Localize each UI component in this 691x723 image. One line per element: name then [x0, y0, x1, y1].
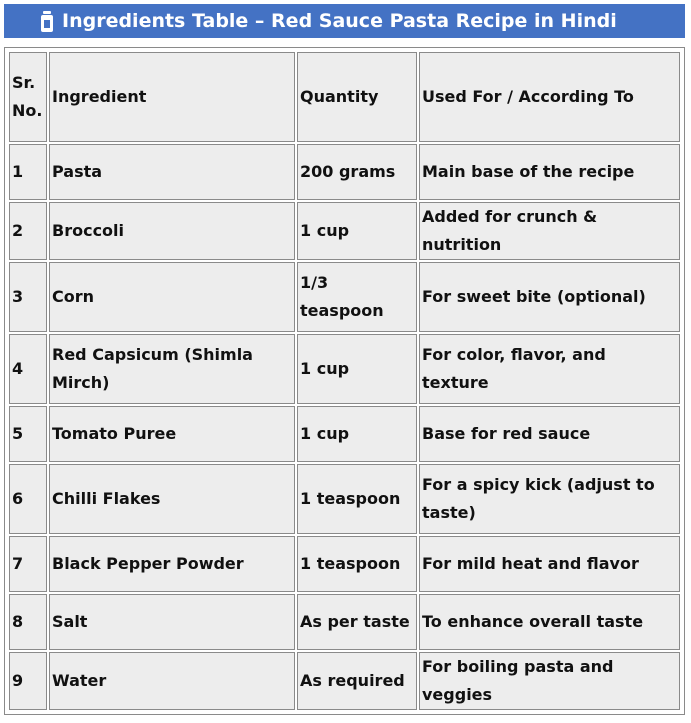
cell-used-for: For mild heat and flavor — [419, 536, 680, 592]
salt-shaker-icon — [40, 11, 54, 33]
cell-quantity: 200 grams — [297, 144, 417, 200]
page-title: Ingredients Table – Red Sauce Pasta Recipe in Hindi — [62, 10, 617, 32]
cell-sr: 8 — [9, 594, 47, 650]
cell-sr: 4 — [9, 334, 47, 404]
table-row — [9, 464, 680, 534]
cell-quantity: 1/3 teaspoon — [297, 262, 417, 332]
cell-quantity: 1 teaspoon — [297, 536, 417, 592]
cell-used-for: For sweet bite (optional) — [419, 262, 680, 332]
cell-ingredient: Corn — [49, 262, 295, 332]
table-row — [9, 652, 680, 710]
cell-ingredient: Salt — [49, 594, 295, 650]
header-ingredient: Ingredient — [49, 52, 295, 142]
cell-used-for: Added for crunch & nutrition — [419, 202, 680, 260]
cell-ingredient: Water — [49, 652, 295, 710]
table-row — [9, 594, 680, 650]
table-row — [9, 262, 680, 332]
cell-sr: 9 — [9, 652, 47, 710]
table-row — [9, 536, 680, 592]
cell-used-for: For color, flavor, and texture — [419, 334, 680, 404]
cell-quantity: As per taste — [297, 594, 417, 650]
title-bar — [4, 4, 685, 38]
table-row — [9, 406, 680, 462]
header-sr-no: Sr. No. — [9, 52, 47, 142]
cell-sr: 7 — [9, 536, 47, 592]
cell-quantity: As required — [297, 652, 417, 710]
table-row — [9, 144, 680, 200]
cell-used-for: Base for red sauce — [419, 406, 680, 462]
cell-ingredient: Pasta — [49, 144, 295, 200]
table-row — [9, 334, 680, 404]
cell-ingredient: Black Pepper Powder — [49, 536, 295, 592]
cell-used-for: To enhance overall taste — [419, 594, 680, 650]
cell-used-for: For boiling pasta and veggies — [419, 652, 680, 710]
cell-sr: 3 — [9, 262, 47, 332]
cell-used-for: Main base of the recipe — [419, 144, 680, 200]
cell-sr: 2 — [9, 202, 47, 260]
header-used-for: Used For / According To — [419, 52, 680, 142]
cell-quantity: 1 cup — [297, 334, 417, 404]
cell-sr: 6 — [9, 464, 47, 534]
ingredients-table — [7, 50, 682, 712]
cell-sr: 1 — [9, 144, 47, 200]
cell-ingredient: Broccoli — [49, 202, 295, 260]
cell-quantity: 1 cup — [297, 202, 417, 260]
ingredients-table-container — [4, 47, 685, 715]
cell-used-for: For a spicy kick (adjust to taste) — [419, 464, 680, 534]
cell-ingredient: Tomato Puree — [49, 406, 295, 462]
cell-ingredient: Red Capsicum (Shimla Mirch) — [49, 334, 295, 404]
cell-ingredient: Chilli Flakes — [49, 464, 295, 534]
header-quantity: Quantity — [297, 52, 417, 142]
table-header-row — [9, 52, 680, 142]
cell-sr: 5 — [9, 406, 47, 462]
cell-quantity: 1 cup — [297, 406, 417, 462]
table-row — [9, 202, 680, 260]
cell-quantity: 1 teaspoon — [297, 464, 417, 534]
